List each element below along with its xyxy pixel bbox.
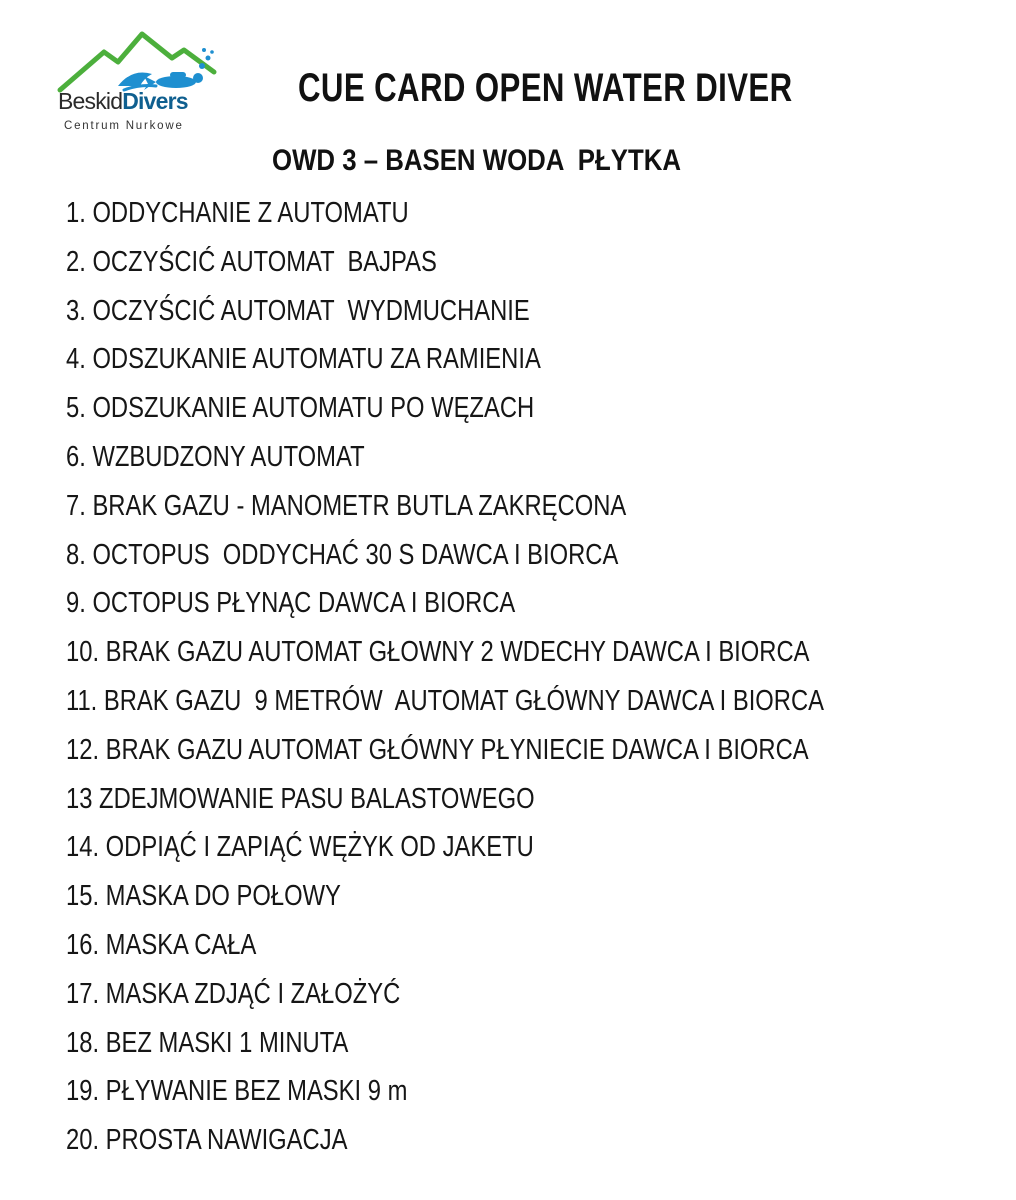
list-item: 1. ODDYCHANIE Z AUTOMATU xyxy=(66,197,409,229)
list-item: 19. PŁYWANIE BEZ MASKI 9 m xyxy=(66,1075,408,1108)
list-item: 12. BRAK GAZU AUTOMAT GŁÓWNY PŁYNIECIE DAWCA I BIORCA xyxy=(66,733,809,766)
page-title: CUE CARD OPEN WATER DIVER xyxy=(298,66,793,110)
list-item: 15. MASKA DO POŁOWY xyxy=(66,880,341,913)
logo-brand-part1: Beskid xyxy=(58,88,123,114)
list-item: 5. ODSZUKANIE AUTOMATU PO WĘZACH xyxy=(66,392,535,425)
logo xyxy=(52,28,232,138)
list-item: 16. MASKA CAŁA xyxy=(66,928,257,961)
list-item: 20. PROSTA NAWIGACJA xyxy=(66,1124,348,1157)
list-item: 10. BRAK GAZU AUTOMAT GŁOWNY 2 WDECHY DAWCA I BIORCA xyxy=(66,636,810,669)
list-item: 7. BRAK GAZU - MANOMETR BUTLA ZAKRĘCONA xyxy=(66,489,627,522)
list-item: 13 ZDEJMOWANIE PASU BALASTOWEGO xyxy=(66,782,535,815)
list-item: 9. OCTOPUS PŁYNĄC DAWCA I BIORCA xyxy=(66,587,516,620)
logo-wordmark xyxy=(58,90,188,113)
list-item: 4. ODSZUKANIE AUTOMATU ZA RAMIENIA xyxy=(66,343,541,376)
skills-list xyxy=(66,190,990,1166)
list-item: 11. BRAK GAZU 9 METRÓW AUTOMAT GŁÓWNY DAWCA I BIORCA xyxy=(66,684,825,717)
list-item: 8. OCTOPUS ODDYCHAĆ 30 S DAWCA I BIORCA xyxy=(66,538,619,571)
list-item: 3. OCZYŚCIĆ AUTOMAT WYDMUCHANIE xyxy=(66,294,530,327)
list-item: 2. OCZYŚCIĆ AUTOMAT BAJPAS xyxy=(66,245,437,278)
logo-brand-part2: Divers xyxy=(122,88,188,114)
list-item: 17. MASKA ZDJĄĆ I ZAŁOŻYĆ xyxy=(66,977,401,1010)
list-item: 14. ODPIĄĆ I ZAPIĄĆ WĘŻYK OD JAKETU xyxy=(66,831,534,864)
logo-tagline: Centrum Nurkowe xyxy=(64,120,184,132)
page-subtitle: OWD 3 – BASEN WODA PŁYTKA xyxy=(272,144,681,177)
list-item: 18. BEZ MASKI 1 MINUTA xyxy=(66,1026,349,1059)
list-item: 6. WZBUDZONY AUTOMAT xyxy=(66,440,365,473)
